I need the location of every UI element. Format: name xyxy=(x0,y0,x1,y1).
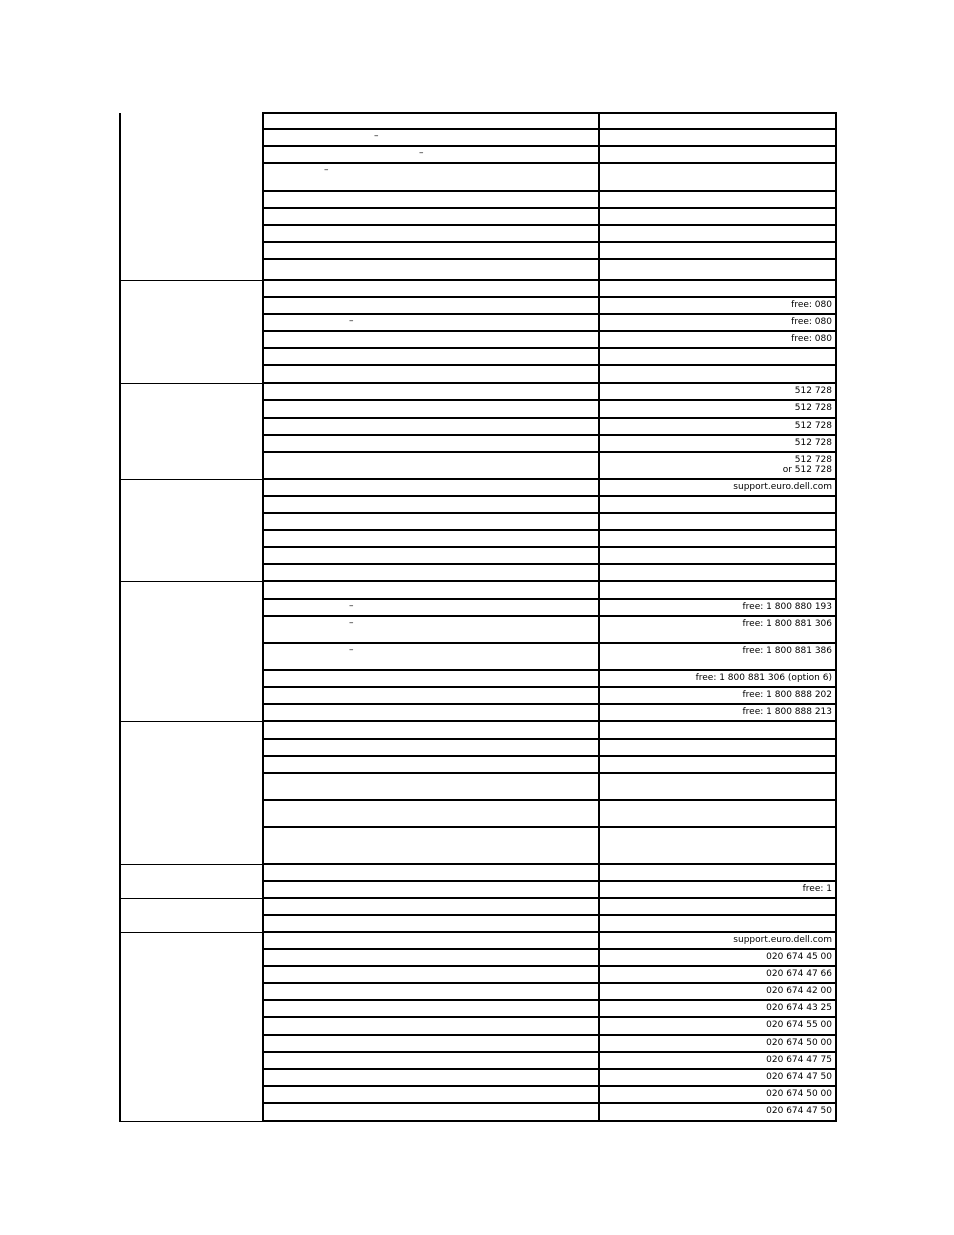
phone-number-cell xyxy=(599,932,836,949)
phone-number-cell xyxy=(599,739,836,756)
table-row xyxy=(120,479,836,496)
phone-number-cell xyxy=(599,365,836,383)
country-cell xyxy=(120,932,263,1121)
phone-number-cell xyxy=(599,129,836,146)
phone-number: support.euro.dell.com xyxy=(733,482,832,492)
country-cell xyxy=(120,383,263,479)
service-cell xyxy=(263,418,599,435)
service-cell xyxy=(263,530,599,547)
phone-number-cell xyxy=(599,383,836,400)
service-cell xyxy=(263,773,599,800)
service-cell xyxy=(263,208,599,225)
phone-number: free: 1 800 881 386 xyxy=(742,646,832,656)
service-cell xyxy=(263,643,599,670)
service-cell xyxy=(263,242,599,259)
service-cell xyxy=(263,599,599,616)
service-cell xyxy=(263,259,599,280)
phone-number: free: 1 800 888 213 xyxy=(742,707,832,717)
service-cell xyxy=(263,704,599,721)
phone-number: 020 674 42 00 xyxy=(766,986,832,996)
phone-number-cell xyxy=(599,259,836,280)
phone-number-cell xyxy=(599,547,836,564)
country-cell xyxy=(120,898,263,932)
service-cell xyxy=(263,383,599,400)
phone-number: 020 674 50 00 xyxy=(766,1038,832,1048)
table-row xyxy=(120,932,836,949)
phone-number-cell xyxy=(599,599,836,616)
phone-number-cell xyxy=(599,687,836,704)
service-cell xyxy=(263,163,599,191)
service-cell xyxy=(263,881,599,898)
phone-number: 020 674 47 75 xyxy=(766,1055,832,1065)
service-cell xyxy=(263,280,599,297)
phone-number-cell xyxy=(599,1000,836,1017)
phone-number: 020 674 47 50 xyxy=(766,1072,832,1082)
contact-table xyxy=(119,112,837,1122)
service-cell xyxy=(263,297,599,314)
service-cell xyxy=(263,616,599,643)
service-cell xyxy=(263,479,599,496)
phone-number-cell xyxy=(599,1086,836,1103)
service-cell xyxy=(263,191,599,208)
phone-number-cell xyxy=(599,864,836,881)
service-cell xyxy=(263,756,599,773)
country-cell xyxy=(120,479,263,581)
service-cell xyxy=(263,146,599,163)
phone-number-cell xyxy=(599,496,836,513)
phone-number-cell xyxy=(599,146,836,163)
country-cell xyxy=(120,864,263,898)
phone-number-cell xyxy=(599,280,836,297)
table-row xyxy=(120,864,836,881)
table-row xyxy=(120,383,836,400)
phone-number: free: 080 xyxy=(791,334,832,344)
service-cell xyxy=(263,547,599,564)
phone-number-cell xyxy=(599,881,836,898)
service-cell xyxy=(263,915,599,932)
phone-number: free: 080 xyxy=(791,300,832,310)
service-dash: – xyxy=(349,316,354,326)
phone-number-cell xyxy=(599,435,836,452)
service-cell xyxy=(263,1017,599,1035)
phone-number-cell xyxy=(599,1052,836,1069)
phone-number-cell xyxy=(599,1017,836,1035)
service-cell xyxy=(263,1052,599,1069)
phone-number: free: 1 800 888 202 xyxy=(742,690,832,700)
service-cell xyxy=(263,581,599,599)
table-row xyxy=(120,280,836,297)
phone-number: free: 1 800 880 193 xyxy=(742,602,832,612)
service-cell xyxy=(263,314,599,331)
phone-number-cell xyxy=(599,564,836,581)
phone-number-cell xyxy=(599,773,836,800)
phone-number: free: 1 800 881 306 xyxy=(742,619,832,629)
phone-number-cell xyxy=(599,800,836,827)
service-cell xyxy=(263,1000,599,1017)
country-cell xyxy=(120,280,263,383)
phone-number-cell xyxy=(599,479,836,496)
service-cell xyxy=(263,1103,599,1121)
phone-number: 020 674 47 50 xyxy=(766,1106,832,1116)
service-dash: – xyxy=(419,148,424,158)
phone-number-cell xyxy=(599,452,836,479)
phone-number-cell xyxy=(599,208,836,225)
service-cell xyxy=(263,966,599,983)
phone-number-cell xyxy=(599,915,836,932)
service-cell xyxy=(263,983,599,1000)
phone-number-cell xyxy=(599,966,836,983)
service-cell xyxy=(263,113,599,129)
phone-number-cell xyxy=(599,530,836,547)
service-cell xyxy=(263,129,599,146)
phone-number: free: 1 xyxy=(802,884,832,894)
phone-number-cell xyxy=(599,581,836,599)
service-cell xyxy=(263,687,599,704)
service-cell xyxy=(263,800,599,827)
contact-table-body xyxy=(120,113,836,1121)
phone-number-cell xyxy=(599,983,836,1000)
phone-number-cell xyxy=(599,949,836,966)
phone-number-cell xyxy=(599,756,836,773)
table-row xyxy=(120,113,836,129)
service-cell xyxy=(263,898,599,915)
phone-number-cell xyxy=(599,616,836,643)
phone-number-cell xyxy=(599,418,836,435)
service-cell xyxy=(263,365,599,383)
service-dash: – xyxy=(374,131,379,141)
phone-number-cell xyxy=(599,314,836,331)
phone-number: 020 674 47 66 xyxy=(766,969,832,979)
table-row xyxy=(120,721,836,739)
phone-number-cell xyxy=(599,513,836,530)
phone-number-cell xyxy=(599,670,836,687)
phone-number-cell xyxy=(599,721,836,739)
service-cell xyxy=(263,435,599,452)
phone-number-cell xyxy=(599,643,836,670)
service-dash: – xyxy=(349,618,354,628)
phone-number: 512 728 xyxy=(794,421,832,431)
phone-number: support.euro.dell.com xyxy=(733,935,832,945)
phone-number-cell xyxy=(599,827,836,864)
phone-number: 020 674 45 00 xyxy=(766,952,832,962)
phone-number: 512 728 xyxy=(794,386,832,396)
service-cell xyxy=(263,864,599,881)
phone-number-cell xyxy=(599,1069,836,1086)
phone-number-cell xyxy=(599,400,836,418)
table-row xyxy=(120,581,836,599)
service-cell xyxy=(263,513,599,530)
phone-number: 512 728 xyxy=(794,438,832,448)
service-cell xyxy=(263,827,599,864)
phone-number-cell xyxy=(599,331,836,348)
service-dash: – xyxy=(349,601,354,611)
phone-number: free: 1 800 881 306 (option 6) xyxy=(695,673,832,683)
phone-number: 512 728 xyxy=(794,403,832,413)
service-cell xyxy=(263,1035,599,1052)
service-cell xyxy=(263,932,599,949)
service-cell xyxy=(263,331,599,348)
service-cell xyxy=(263,225,599,242)
phone-number-cell xyxy=(599,113,836,129)
phone-number-cell xyxy=(599,1103,836,1121)
country-cell xyxy=(120,721,263,864)
phone-number: 020 674 55 00 xyxy=(766,1020,832,1030)
phone-number-cell xyxy=(599,1035,836,1052)
phone-number-cell xyxy=(599,242,836,259)
phone-number-cell xyxy=(599,898,836,915)
phone-number: 020 674 50 00 xyxy=(766,1089,832,1099)
country-cell xyxy=(120,113,263,280)
service-cell xyxy=(263,739,599,756)
service-cell xyxy=(263,670,599,687)
service-cell xyxy=(263,721,599,739)
service-cell xyxy=(263,949,599,966)
service-dash: – xyxy=(349,645,354,655)
service-cell xyxy=(263,496,599,513)
service-cell xyxy=(263,564,599,581)
phone-number-cell xyxy=(599,163,836,191)
service-cell xyxy=(263,348,599,365)
phone-number: 512 728 or 512 728 xyxy=(782,455,832,475)
phone-number-cell xyxy=(599,191,836,208)
table-row xyxy=(120,898,836,915)
country-cell xyxy=(120,581,263,721)
service-cell xyxy=(263,400,599,418)
phone-number: free: 080 xyxy=(791,317,832,327)
service-cell xyxy=(263,1069,599,1086)
phone-number-cell xyxy=(599,225,836,242)
service-dash: – xyxy=(324,165,329,175)
phone-number: 020 674 43 25 xyxy=(766,1003,832,1013)
service-cell xyxy=(263,452,599,479)
phone-number-cell xyxy=(599,348,836,365)
phone-number-cell xyxy=(599,297,836,314)
service-cell xyxy=(263,1086,599,1103)
phone-number-cell xyxy=(599,704,836,721)
